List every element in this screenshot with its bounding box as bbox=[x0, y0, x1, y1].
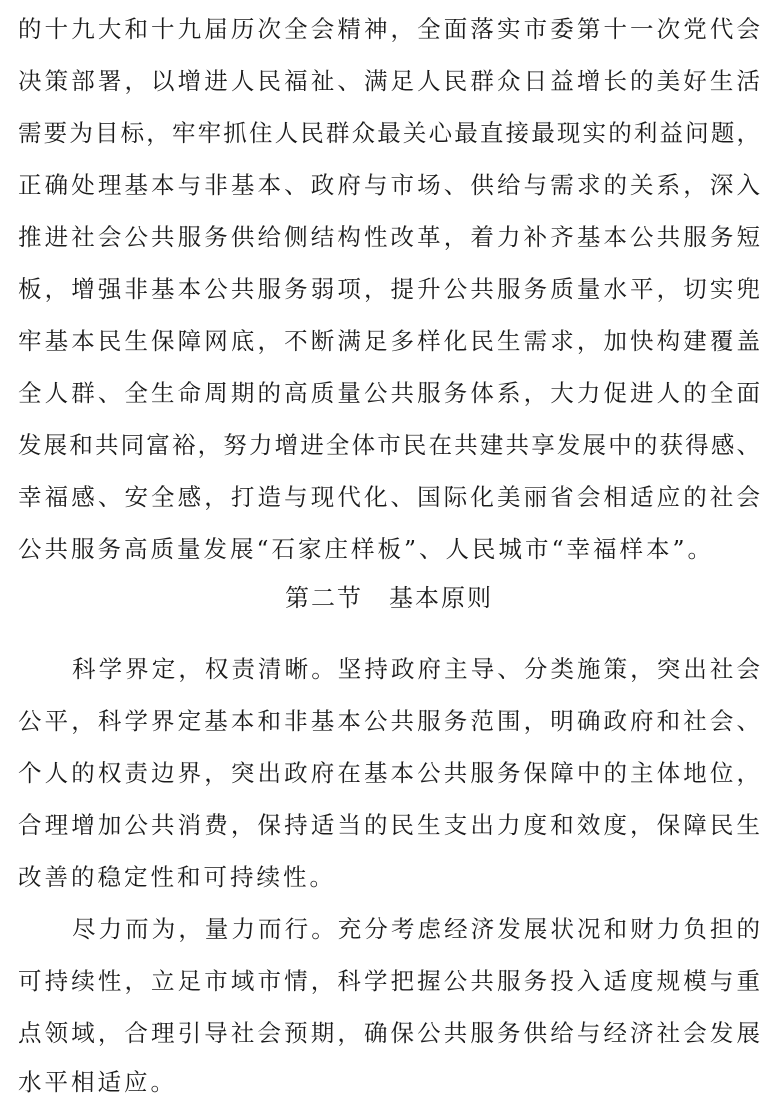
text-line: 发展和共同富裕，努力增进全体市民在共建共享发展中的获得感、 bbox=[18, 431, 760, 459]
text-line: 个人的权责边界，突出政府在基本公共服务保障中的主体地位， bbox=[18, 759, 760, 787]
section-number: 第二节 bbox=[285, 584, 363, 612]
text-line: 推进社会公共服务供给侧结构性改革，着力补齐基本公共服务短 bbox=[18, 223, 760, 251]
text-line: 牢基本民生保障网底，不断满足多样化民生需求，加快构建覆盖 bbox=[18, 327, 760, 355]
text-line: 板，增强非基本公共服务弱项，提升公共服务质量水平，切实兜 bbox=[18, 275, 760, 303]
text-line: 点领域，合理引导社会预期，确保公共服务供给与经济社会发展 bbox=[18, 1019, 760, 1047]
text-line: 合理增加公共消费，保持适当的民生支出力度和效度，保障民生 bbox=[18, 811, 760, 839]
text-line: 可持续性，立足市域市情，科学把握公共服务投入适度规模与重 bbox=[18, 967, 760, 995]
text-line: 幸福感、安全感，打造与现代化、国际化美丽省会相适应的社会 bbox=[18, 483, 760, 511]
text-line: 的十九大和十九届历次全会精神，全面落实市委第十一次党代会 bbox=[18, 15, 760, 43]
text-line: 科学界定，权责清晰。坚持政府主导、分类施策，突出社会 bbox=[72, 655, 760, 683]
text-line: 改善的稳定性和可持续性。 bbox=[18, 863, 336, 891]
text-line: 全人群、全生命周期的高质量公共服务体系，大力促进人的全面 bbox=[18, 379, 760, 407]
section-heading bbox=[18, 578, 760, 618]
text-line: 决策部署，以增进人民福祉、满足人民群众日益增长的美好生活 bbox=[18, 67, 760, 95]
text-line: 水平相适应。 bbox=[18, 1068, 177, 1096]
text-line: 尽力而为，量力而行。充分考虑经济发展状况和财力负担的 bbox=[72, 915, 760, 943]
text-line: 公共服务高质量发展“石家庄样板”、人民城市“幸福样本”。 bbox=[18, 535, 715, 563]
text-line: 公平，科学界定基本和非基本公共服务范围，明确政府和社会、 bbox=[18, 707, 760, 735]
text-line: 正确处理基本与非基本、政府与市场、供给与需求的关系，深入 bbox=[18, 171, 760, 199]
section-title: 基本原则 bbox=[389, 584, 493, 612]
text-line: 需要为目标，牢牢抓住人民群众最关心最直接最现实的利益问题， bbox=[18, 119, 760, 147]
